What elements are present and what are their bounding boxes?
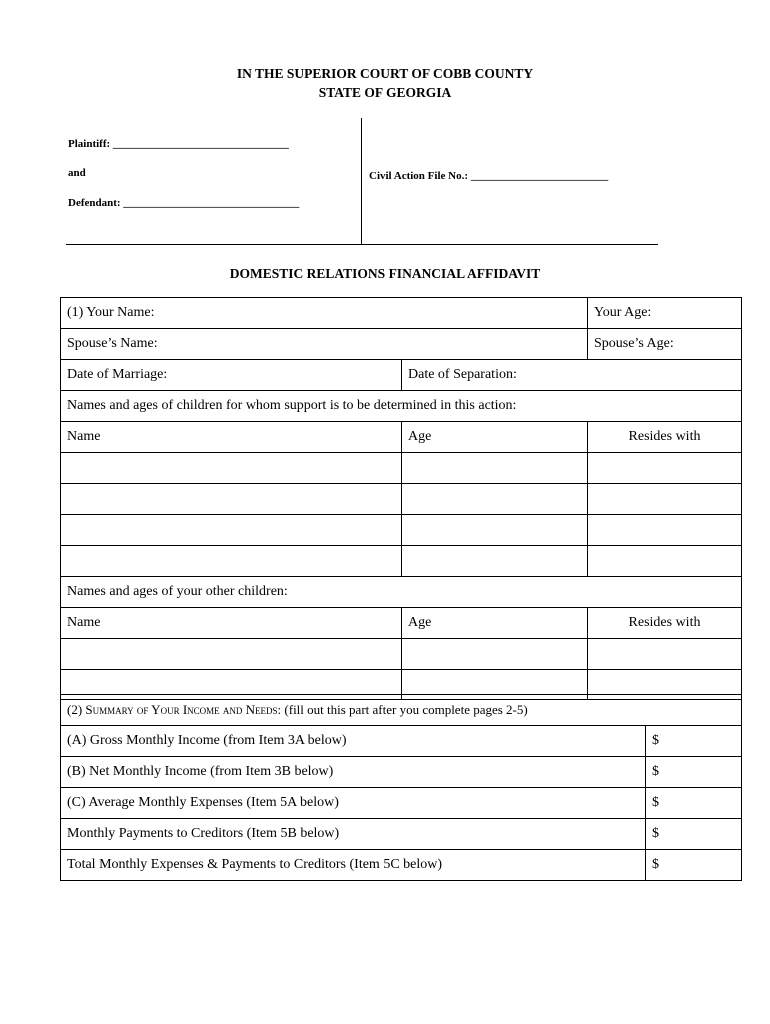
creditor-payments-amount[interactable]: $ bbox=[646, 819, 742, 850]
other-child-resides-cell[interactable] bbox=[588, 639, 742, 670]
court-state: STATE OF GEORGIA bbox=[318, 85, 452, 100]
table-row bbox=[61, 515, 742, 546]
your-age-field[interactable]: Your Age: bbox=[588, 298, 742, 329]
creditor-payments-label: Monthly Payments to Creditors (Item 5B below) bbox=[61, 819, 646, 850]
section2-number: (2) bbox=[67, 702, 86, 717]
table-row bbox=[61, 819, 742, 850]
section2-note: (fill out this part after you complete pages 2-5) bbox=[281, 702, 528, 717]
defendant-field[interactable]: Defendant: ________________________________ bbox=[68, 197, 300, 209]
col-header-age: Age bbox=[402, 608, 588, 639]
child-age-cell[interactable] bbox=[402, 484, 588, 515]
form-title: DOMESTIC RELATIONS FINANCIAL AFFIDAVIT bbox=[229, 266, 541, 281]
section2-heading bbox=[61, 695, 742, 726]
date-of-marriage-field[interactable]: Date of Marriage: bbox=[61, 360, 402, 391]
table-row bbox=[61, 726, 742, 757]
plaintiff-field[interactable]: Plaintiff: ________________________________ bbox=[68, 138, 289, 150]
section2-title: Summary of Your Income and Needs: bbox=[85, 702, 282, 717]
table-row bbox=[61, 546, 742, 577]
net-income-amount[interactable]: $ bbox=[646, 757, 742, 788]
col-header-age: Age bbox=[402, 422, 588, 453]
spouse-age-field[interactable]: Spouse’s Age: bbox=[588, 329, 742, 360]
table-row bbox=[61, 484, 742, 515]
child-name-cell[interactable] bbox=[61, 515, 402, 546]
table-row bbox=[61, 788, 742, 819]
your-name-field[interactable]: (1) Your Name: bbox=[61, 298, 588, 329]
col-header-resides: Resides with bbox=[588, 608, 742, 639]
child-resides-cell[interactable] bbox=[588, 484, 742, 515]
spouse-name-field[interactable]: Spouse’s Name: bbox=[61, 329, 588, 360]
caption-divider bbox=[361, 118, 362, 245]
total-expenses-label: Total Monthly Expenses & Payments to Creditors (Item 5C below) bbox=[61, 850, 646, 881]
col-header-name: Name bbox=[61, 422, 402, 453]
section1-table bbox=[60, 297, 742, 700]
civil-action-field[interactable]: Civil Action File No.: _________________________ bbox=[369, 170, 609, 182]
gross-income-label: (A) Gross Monthly Income (from Item 3A below) bbox=[61, 726, 646, 757]
table-row bbox=[61, 639, 742, 670]
table-row bbox=[61, 757, 742, 788]
other-children-heading: Names and ages of your other children: bbox=[61, 577, 742, 608]
and-label: and bbox=[68, 167, 86, 179]
table-row bbox=[61, 850, 742, 881]
child-resides-cell[interactable] bbox=[588, 546, 742, 577]
gross-income-amount[interactable]: $ bbox=[646, 726, 742, 757]
caption-bottom-rule bbox=[66, 244, 658, 245]
child-name-cell[interactable] bbox=[61, 546, 402, 577]
children-support-heading: Names and ages of children for whom support is to be determined in this action: bbox=[61, 391, 742, 422]
other-child-name-cell[interactable] bbox=[61, 639, 402, 670]
child-name-cell[interactable] bbox=[61, 453, 402, 484]
child-age-cell[interactable] bbox=[402, 546, 588, 577]
section2-table bbox=[60, 694, 742, 881]
total-expenses-amount[interactable]: $ bbox=[646, 850, 742, 881]
table-row bbox=[61, 453, 742, 484]
col-header-resides: Resides with bbox=[588, 422, 742, 453]
avg-expenses-amount[interactable]: $ bbox=[646, 788, 742, 819]
date-of-separation-field[interactable]: Date of Separation: bbox=[402, 360, 742, 391]
other-child-age-cell[interactable] bbox=[402, 639, 588, 670]
child-age-cell[interactable] bbox=[402, 515, 588, 546]
court-name: IN THE SUPERIOR COURT OF COBB COUNTY bbox=[236, 66, 534, 81]
avg-expenses-label: (C) Average Monthly Expenses (Item 5A below) bbox=[61, 788, 646, 819]
child-age-cell[interactable] bbox=[402, 453, 588, 484]
col-header-name: Name bbox=[61, 608, 402, 639]
net-income-label: (B) Net Monthly Income (from Item 3B below) bbox=[61, 757, 646, 788]
child-resides-cell[interactable] bbox=[588, 515, 742, 546]
child-resides-cell[interactable] bbox=[588, 453, 742, 484]
child-name-cell[interactable] bbox=[61, 484, 402, 515]
